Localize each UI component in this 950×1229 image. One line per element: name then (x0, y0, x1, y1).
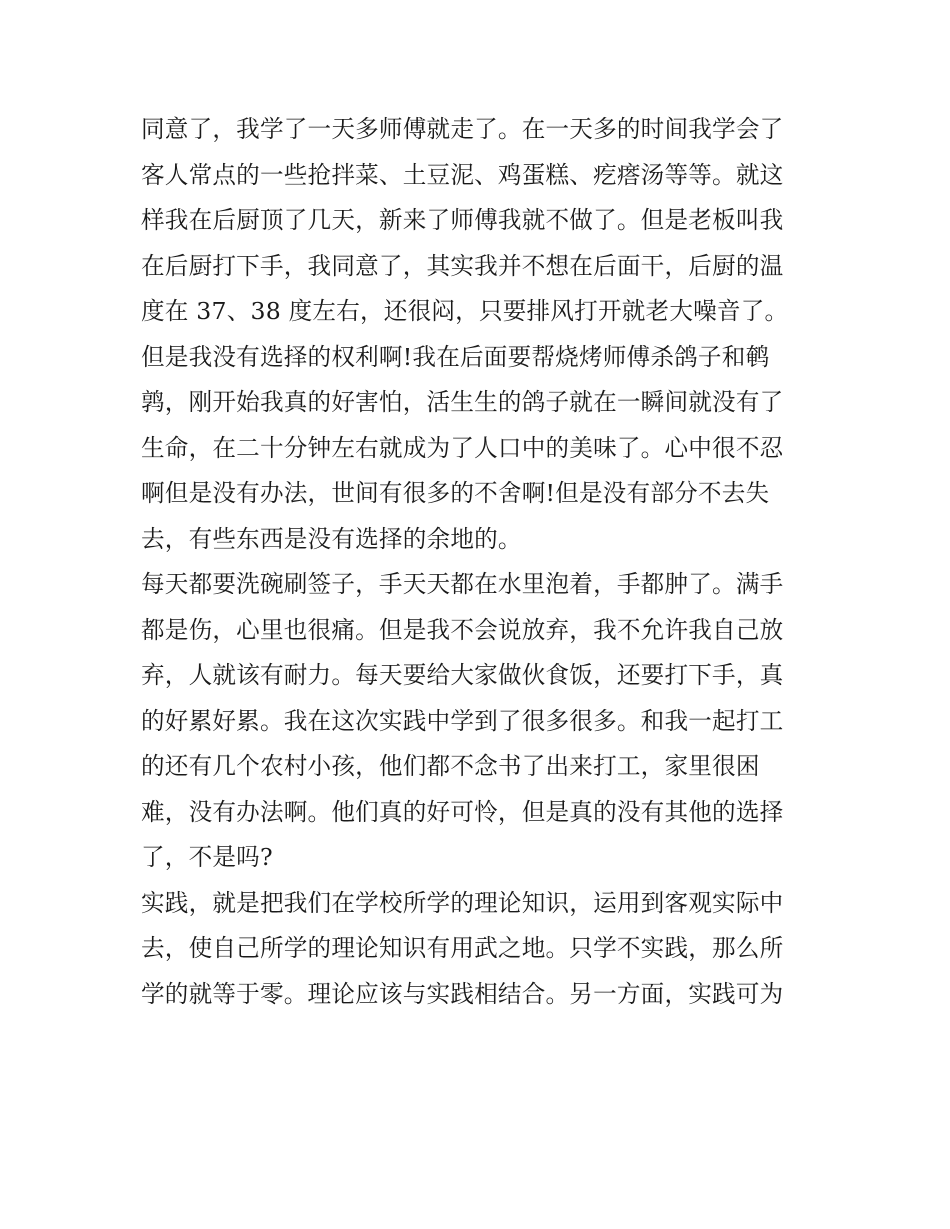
text-line: 实践，就是把我们在学校所学的理论知识，运用到客观实际中 (141, 888, 784, 917)
text-line: 弃，人就该有耐力。每天要给大家做伙食饭，还要打下手，真 (141, 661, 784, 689)
text-line: 同意了，我学了一天多师傅就走了。在一天多的时间我学会了 (141, 115, 784, 143)
text-line: 鹑，刚开始我真的好害怕，活生生的鸽子就在一瞬间就没有了 (141, 388, 784, 416)
text-line: 去，使自己所学的理论知识有用武之地。只学不实践，那么所 (141, 934, 784, 962)
text-line: 每天都要洗碗刷签子，手天天都在水里泡着，手都肿了。满手 (141, 570, 784, 598)
text-line: 去，有些东西是没有选择的余地的。 (141, 524, 522, 553)
text-line: 生命，在二十分钟左右就成为了人口中的美味了。心中很不忍 (141, 433, 784, 462)
text-line: 在后厨打下手，我同意了，其实我并不想在后面干，后厨的温 (141, 251, 784, 280)
text-line: 的还有几个农村小孩，他们都不念书了出来打工，家里很困 (141, 752, 760, 780)
text-line: 度在 37、38 度左右，还很闷，只要排风打开就老大噪音了。 (141, 297, 789, 325)
text-line: 啊但是没有办法，世间有很多的不舍啊!但是没有部分不去失 (141, 479, 770, 507)
text-line: 了，不是吗? (141, 843, 273, 871)
text-line: 难，没有办法啊。他们真的好可怜，但是真的没有其他的选择 (141, 797, 784, 826)
text-line: 但是我没有选择的权利啊!我在后面要帮烧烤师傅杀鸽子和鹌 (141, 342, 770, 371)
text-line: 都是伤，心里也很痛。但是我不会说放弃，我不允许我自己放 (141, 615, 784, 644)
text-line: 客人常点的一些抢拌菜、土豆泥、鸡蛋糕、疙瘩汤等等。就这 (141, 160, 784, 189)
text-line: 的好累好累。我在这次实践中学到了很多很多。和我一起打工 (141, 706, 784, 735)
text-line: 样我在后厨顶了几天，新来了师傅我就不做了。但是老板叫我 (141, 206, 784, 234)
body-text (141, 107, 821, 1017)
text-line: 学的就等于零。理论应该与实践相结合。另一方面，实践可为 (141, 979, 784, 1008)
